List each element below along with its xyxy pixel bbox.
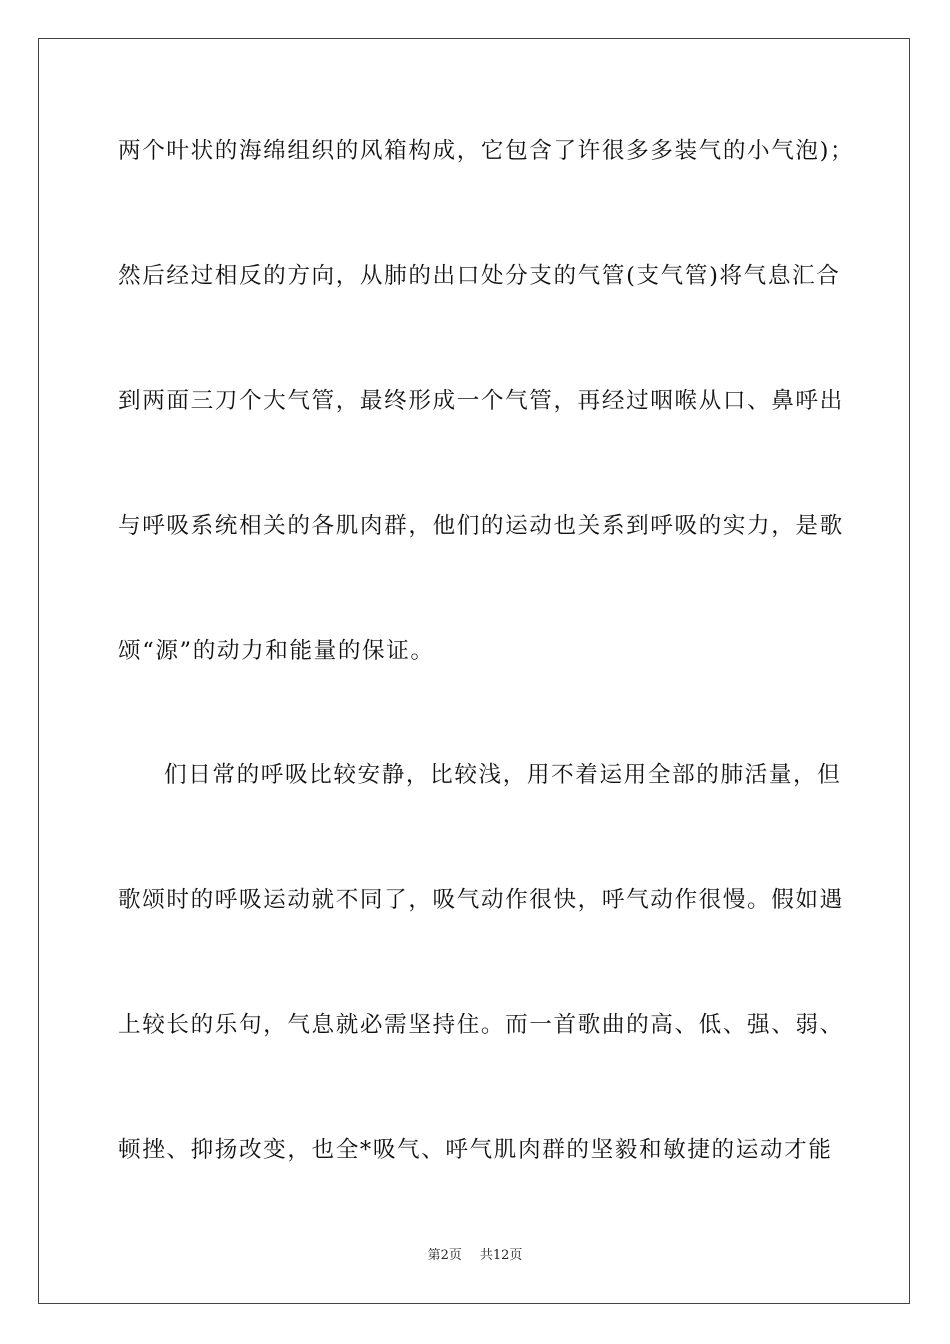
page-border <box>38 38 910 1304</box>
text-line-indented: 们日常的呼吸比较安静，比较浅，用不着运用全部的肺活量，但 <box>164 762 842 788</box>
text-line: 顿挫、抑扬改变，也全*吸气、呼气肌肉群的坚毅和敏捷的运动才能 <box>118 1137 833 1163</box>
page-total: 共12页 <box>479 1248 523 1263</box>
text-line: 两个叶状的海绵组织的风箱构成，它包含了许很多多装气的小气泡)； <box>118 138 855 164</box>
page-footer <box>0 1247 950 1265</box>
text-line: 颂“源”的动力和能量的保证。 <box>118 638 435 664</box>
page-number: 第2页 <box>427 1248 462 1263</box>
text-line: 到两面三刀个大气管，最终形成一个气管，再经过咽喉从口、鼻呼出 <box>118 388 844 414</box>
text-line: 歌颂时的呼吸运动就不同了，吸气动作很快，呼气动作很慢。假如遇 <box>118 887 844 913</box>
text-line: 然后经过相反的方向，从肺的出口处分支的气管(支气管)将气息汇合 <box>118 263 841 289</box>
text-line: 与呼吸系统相关的各肌肉群，他们的运动也关系到呼吸的实力，是歌 <box>118 513 844 539</box>
text-line: 上较长的乐句，气息就必需坚持住。而一首歌曲的高、低、强、弱、 <box>118 1012 844 1038</box>
